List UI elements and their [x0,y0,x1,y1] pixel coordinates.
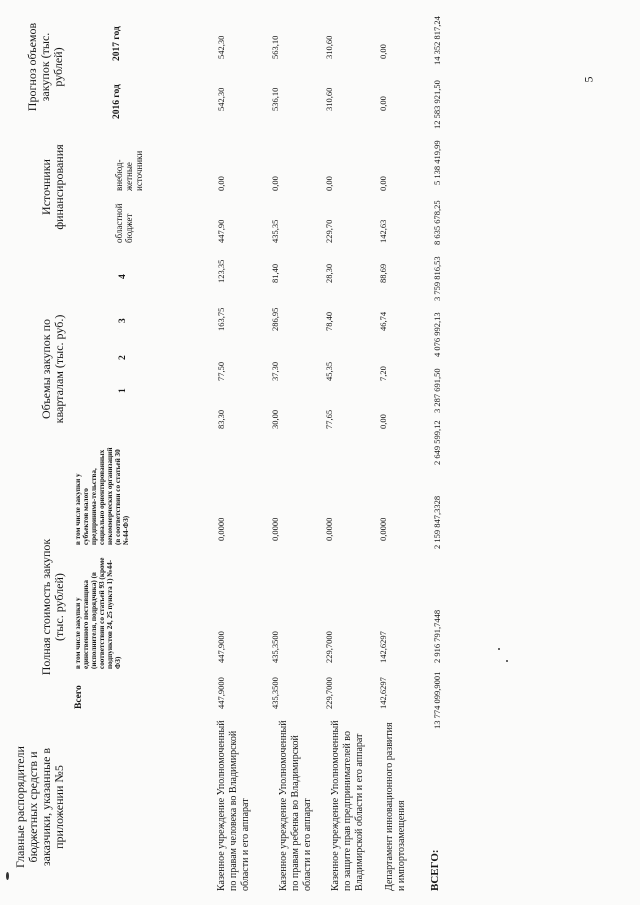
row-2-total: 435,3500 [270,677,280,709]
row-1-regional: 447,90 [216,219,226,243]
totals-q3: 4 076 992,13 [432,312,442,357]
row-4-q1: 0,00 [378,414,388,429]
row-4-total: 142,6297 [378,677,388,709]
header-single-supplier: в том числе закупки у единственного поставщика (исполнителя, подрядчика) (в соответствии со статьей 93 (кроме подпунктов 24, 25 пункта 1) №44-ФЗ) [74,557,122,669]
header-q4: 4 [118,274,128,279]
totals-total: 13 774 099,9001 [432,671,442,729]
row-3-name: Казенное учреждение Уполномоченный по защите прав предпринимателей во Владимирской области и его аппарат [330,720,365,891]
header-regional: областной бюджет [114,203,134,243]
row-2-name: Казенное учреждение Уполномоченный по правам ребенка во Владимирской области и его аппарат [278,720,313,891]
row-1-q2: 77,50 [216,361,226,381]
row-4-small: 0,0000 [378,517,388,541]
totals-regional: 8 635 678,25 [432,200,442,245]
row-3-2017: 310,60 [324,35,334,59]
header-2016: 2016 год [112,84,122,119]
row-2-2017: 563,10 [270,35,280,59]
row-3-regional: 229,70 [324,219,334,243]
totals-label: ВСЕГО: [429,849,441,891]
totals-extra: 5 138 419,99 [432,140,442,185]
totals-2016: 12 583 921,50 [432,80,442,129]
row-2-q2: 37,30 [270,361,280,381]
totals-q2: 3 287 691,50 [432,368,442,413]
page-number: 5 [581,76,596,83]
scan-mark [506,660,508,662]
row-4-2016: 0,00 [378,96,388,111]
scan-mark [498,648,500,650]
row-3-2016: 310,60 [324,87,334,111]
row-3-q4: 28,30 [324,263,334,283]
row-4-regional: 142,63 [378,219,388,243]
row-4-q2: 7,20 [378,366,388,381]
row-2-q1: 30,00 [270,409,280,429]
row-3-small: 0,0000 [324,517,334,541]
header-2017: 2017 год [112,26,122,61]
row-1-2016: 542,30 [216,87,226,111]
row-2-small: 0,0000 [270,517,280,541]
header-total-cost: Полная стоимость закупок (тыс. рублей) [39,538,66,676]
row-1-single: 447,9000 [216,631,226,663]
row-3-extra: 0,00 [324,176,334,191]
row-2-single: 435,3500 [270,631,280,663]
header-extrabudget: внебюд-жетные источники [114,150,144,191]
header-managers: Главные распорядители бюджетных средств и заказчики, указанные в приложении №5 [13,746,66,868]
row-2-q3: 286,95 [270,307,280,331]
row-2-2016: 536,10 [270,87,280,111]
header-q2: 2 [118,355,128,360]
row-1-q4: 123,35 [216,259,226,283]
row-1-extra: 0,00 [216,176,226,191]
header-q3: 3 [118,318,128,323]
row-4-2017: 0,00 [378,44,388,59]
row-1-total: 447,9000 [216,677,226,709]
row-3-q3: 78,40 [324,311,334,331]
scan-mark [6,872,9,880]
row-4-single: 142,6297 [378,631,388,663]
row-1-name: Казенное учреждение Уполномоченный по правам человека во Владимирской области и его аппарат [216,720,251,891]
row-1-2017: 542,30 [216,35,226,59]
row-2-extra: 0,00 [270,176,280,191]
row-3-q2: 45,35 [324,361,334,381]
row-4-q4: 88,69 [378,263,388,283]
row-1-q3: 163,75 [216,307,226,331]
row-1-q1: 83,30 [216,409,226,429]
row-1-small: 0,0000 [216,517,226,541]
row-3-q1: 77,65 [324,409,334,429]
totals-q1: 2 649 599,12 [432,420,442,465]
header-total: Всего [74,685,84,709]
row-3-single: 229,7000 [324,631,334,663]
totals-2017: 14 352 817,24 [432,16,442,65]
row-4-name: Департамент инновационного развития и импортозамещения [384,722,407,891]
totals-single: 2 916 791,7448 [432,609,442,663]
row-4-extra: 0,00 [378,176,388,191]
totals-small: 2 159 847,3328 [432,495,442,549]
row-2-regional: 435,35 [270,219,280,243]
totals-q4: 3 759 816,53 [432,256,442,301]
header-sources: Источники финансирования [39,144,66,230]
row-2-q4: 81,40 [270,263,280,283]
row-3-total: 229,7000 [324,677,334,709]
header-q1: 1 [118,388,128,393]
header-forecast: Прогноз объемов закупок (тыс. рублей) [25,22,65,112]
row-4-q3: 46,74 [378,311,388,331]
header-small-business: в том числе закупки у субъектов малого предпринима-тельства, социально ориентированных некоммерческих организаций (в соответствии со статьей 30 №44-ФЗ) [74,447,130,545]
header-quarters: Объемы закупок по кварталам (тыс. руб.) [39,314,66,424]
